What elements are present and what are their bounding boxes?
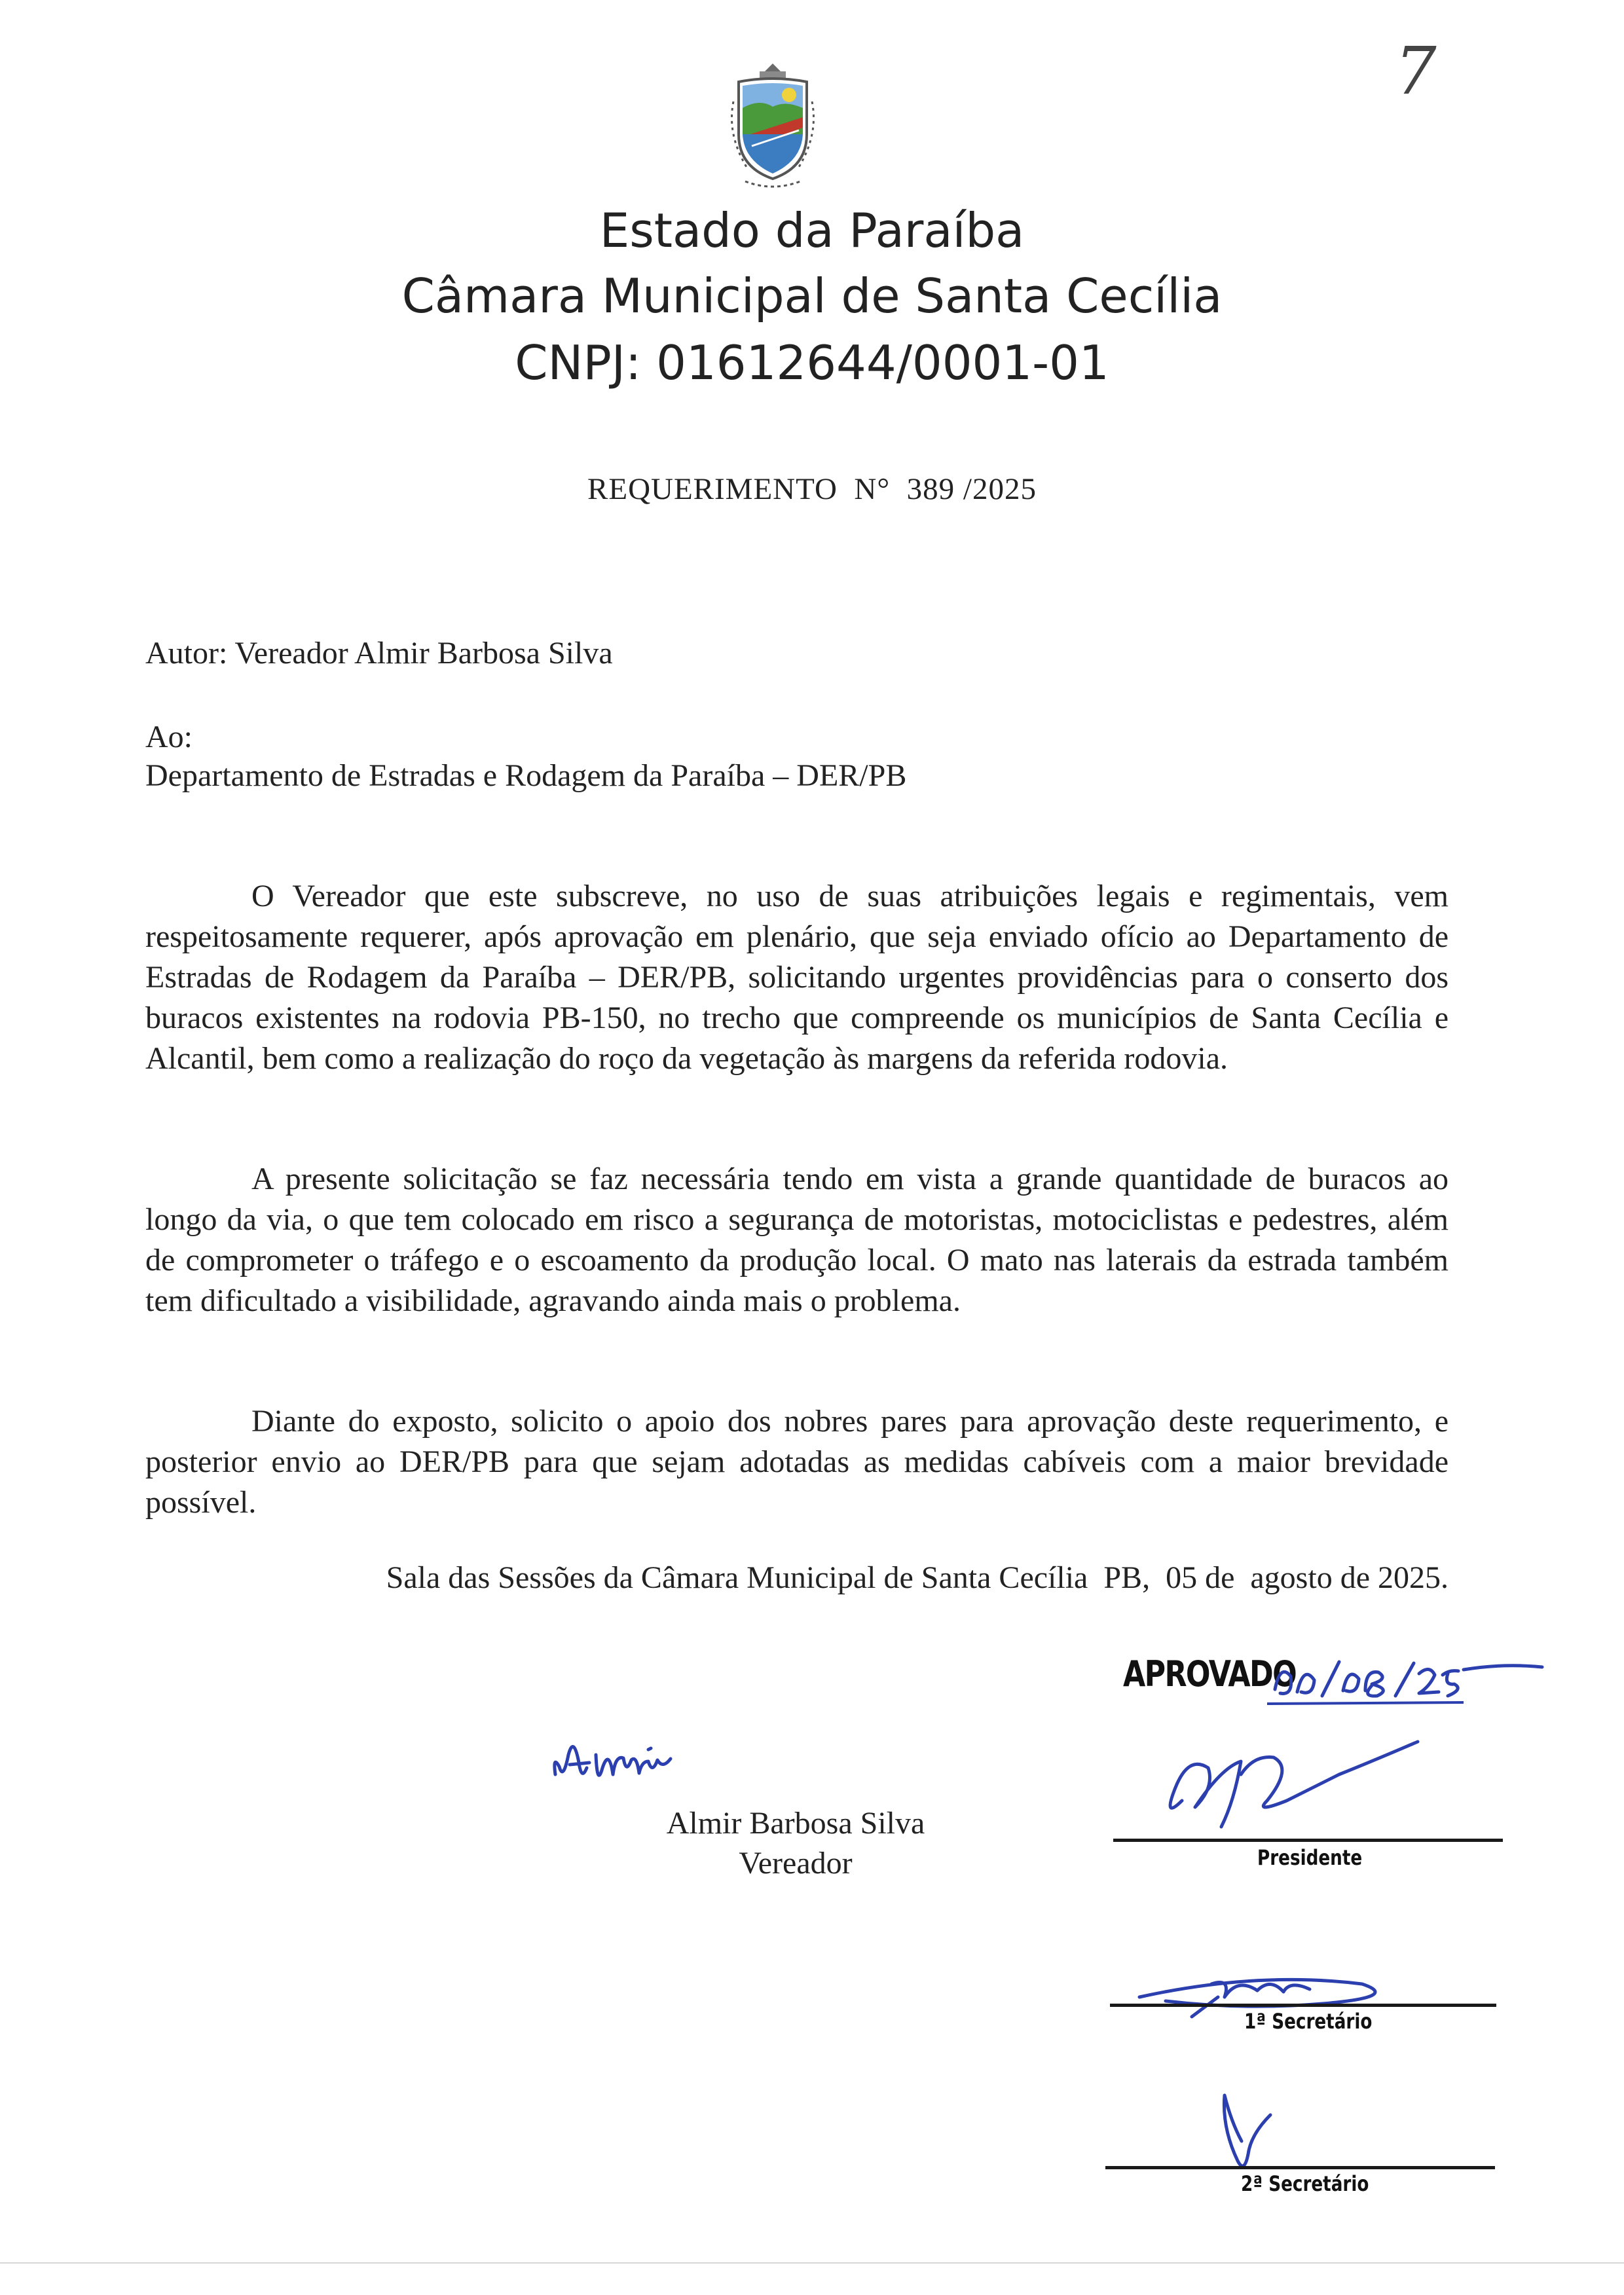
recipient-label: Ao: xyxy=(145,720,193,754)
president-label: Presidente xyxy=(1257,1845,1363,1870)
first-secretary-rule xyxy=(1110,2004,1496,2007)
closing-line: Sala das Sessões da Câmara Municipal de Santa Cecília PB, 05 de agosto de 2025. xyxy=(386,1560,1449,1595)
header-cnpj: CNPJ: 01612644/0001-01 xyxy=(515,335,1109,390)
body-paragraph-1: O Vereador que este subscreve, no uso de suas atribuições legais e regimentais, vem respeitosamente requerer, após aprovação em plenário, que seja enviado ofício ao Departamento de Estradas de Rodagem da Paraíba – DER/PB, solicitando urgentes providências para o conserto dos buracos existentes na rodovia PB-150, no trecho que compreende os municípios de Santa Cecília e Alcantil, bem como a realização do roço da vegetação às margens da referida rodovia. xyxy=(145,879,1449,1076)
signatory-title: Vereador xyxy=(739,1846,853,1881)
signatory-name: Almir Barbosa Silva xyxy=(666,1806,925,1841)
municipal-crest-icon xyxy=(720,62,825,193)
body-paragraph-3: Diante do exposto, solicito o apoio dos nobres pares para aprovação deste requerimento, e posterior envio ao DER/PB para que sejam adotadas as medidas cabíveis com a maior brevidade possível. xyxy=(145,1404,1449,1520)
author-signature xyxy=(550,1729,720,1801)
second-secretary-rule xyxy=(1105,2166,1495,2169)
first-secretary-label: 1ª Secretário xyxy=(1244,2009,1373,2034)
body-paragraph-2: A presente solicitação se faz necessária tendo em vista a grande quantidade de buracos ao longo da via, o que tem colocado em risco a segurança de motoristas, motociclistas e pedestres, além de comprometer o tráfego e o escoamento da produção local. O mato nas laterais da estrada também tem dificultado a visibilidade, agravando ainda mais o problema. xyxy=(145,1162,1449,1318)
scan-edge xyxy=(0,2262,1624,2264)
approval-date-handwritten xyxy=(1267,1650,1568,1709)
requerimento-title: REQUERIMENTO N° 389 /2025 xyxy=(587,472,1037,506)
president-signature-rule xyxy=(1113,1839,1503,1842)
page-number: 7 xyxy=(1395,33,1437,109)
second-secretary-label: 2ª Secretário xyxy=(1241,2171,1369,2196)
header-state: Estado da Paraíba xyxy=(599,203,1025,258)
president-signature xyxy=(1143,1729,1424,1840)
header-chamber: Câmara Municipal de Santa Cecília xyxy=(401,268,1223,323)
recipient-name: Departamento de Estradas e Rodagem da Paraíba – DER/PB xyxy=(145,758,907,793)
author-line: Autor: Vereador Almir Barbosa Silva xyxy=(145,636,613,670)
approved-stamp: APROVADO xyxy=(1123,1653,1297,1695)
